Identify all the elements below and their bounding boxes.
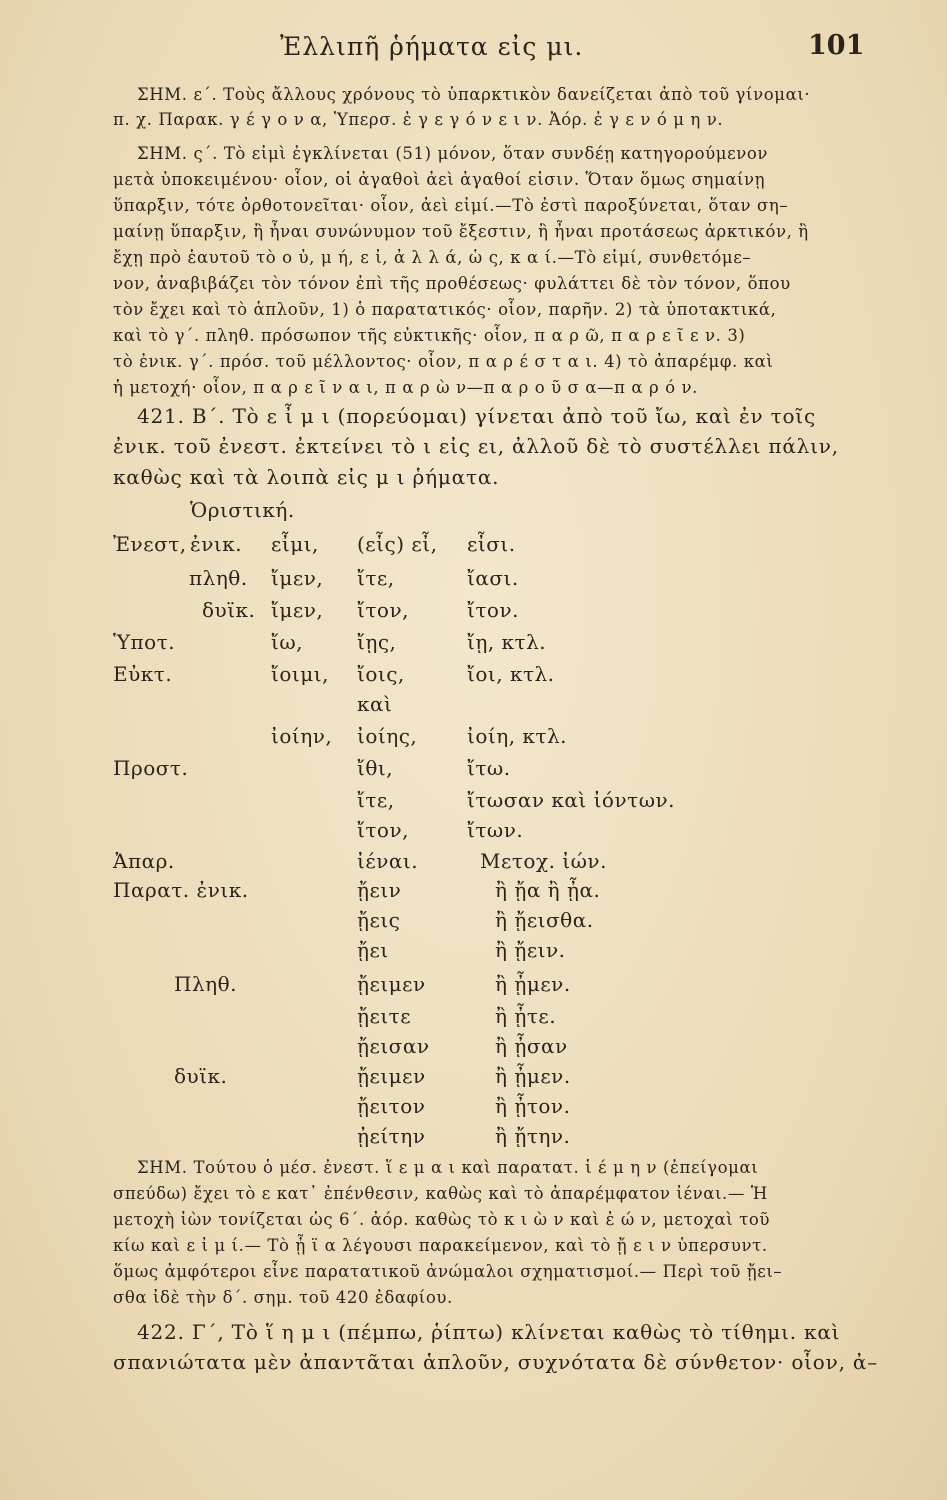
text-line: μαίνῃ ὕπαρξιν, ἢ ἦναι συνώνυμον τοῦ ἔξεστιν, ἢ ἦναι προτάσεως ἀρκτικόν, ἢ: [113, 222, 809, 241]
table-cell: ᾐείτην: [357, 1124, 426, 1148]
table-cell: ἢ ᾖτε.: [495, 1004, 557, 1028]
table-cell: ᾔεις: [357, 908, 401, 932]
table-cell: καὶ: [357, 692, 393, 716]
text-line: μετοχὴ ἰὼν τονίζεται ὡς 6΄. ἀόρ. καθὼς τὸ κ ι ὼ ν καὶ ἐ ώ ν, μετοχαὶ τοῦ: [113, 1210, 770, 1229]
table-cell: ᾔειμεν: [357, 972, 426, 996]
text-line: κίω καὶ ε ἰ μ ί.— Τὸ ᾖ ϊ α λέγουσι παρακείμενον, καὶ τὸ ᾔ ε ι ν ὑπερσυντ.: [113, 1236, 768, 1255]
paragraph-first-line: 422. Γ΄, Τὸ ἵ η μ ι (πέμπω, ῥίπτω) κλίνεται καθὼς τὸ τίθημι. καὶ: [137, 1320, 841, 1344]
text-line: ἡ μετοχή· οἷον, π α ρ ε ῖ ν α ι, π α ρ ὼ ν—π α ρ ο ῦ σ α—π α ρ ό ν.: [113, 378, 698, 397]
table-cell: (εἷς) εἶ,: [357, 532, 438, 556]
table-cell: ἴῃ, κτλ.: [467, 630, 547, 654]
text-line: ΣΗΜ. ς΄. Τὸ εἰμὶ ἐγκλίνεται (51) μόνον, ὅταν συνδέῃ κατηγορούμενον: [137, 144, 769, 163]
table-cell: Παρατ. ἐνικ.: [113, 878, 249, 902]
table-cell: ἴτε,: [357, 788, 395, 812]
table-cell: ἴτωσαν καὶ ἰόντων.: [467, 788, 676, 812]
text-line: τὸν ἔχει καὶ τὸ ἁπλοῦν, 1) ὁ παρατατικός· οἷον, παρῆν. 2) τὰ ὑποτακτικά,: [113, 300, 777, 319]
table-cell: εἶμι,: [271, 532, 319, 556]
table-cell: δυϊκ.: [174, 1064, 228, 1088]
table-cell: ἴθι,: [357, 756, 394, 780]
text-line: μετὰ ὑποκειμένου· οἷον, οἱ ἀγαθοὶ ἀεὶ ἀγαθοί εἰσιν. Ὅταν ὅμως σημαίνῃ: [113, 170, 766, 189]
text-line: καθὼς καὶ τὰ λοιπὰ εἰς μ ι ῥήματα.: [113, 465, 500, 489]
table-cell: πληθ.: [189, 566, 248, 590]
table-cell: ἴοιμι,: [271, 662, 329, 686]
table-cell: Εὐκτ.: [113, 662, 173, 686]
text-line: π. χ. Παρακ. γ έ γ ο ν α, Ὑπερσ. ἐ γ ε γ ό ν ε ι ν. Ἀόρ. ἐ γ ε ν ό μ η ν.: [113, 110, 724, 129]
table-cell: ᾔει: [357, 938, 389, 962]
table-cell: ἰέναι.: [357, 849, 419, 873]
table-cell: ἴμεν,: [271, 566, 324, 590]
table-cell: ἢ ᾖμεν.: [495, 1064, 571, 1088]
text-line: ἐνικ. τοῦ ἐνεστ. ἐκτείνει τὸ ι εἰς ει, ἀλλοῦ δὲ τὸ συστέλλει πάλιν,: [113, 434, 839, 458]
table-cell: ἴτε,: [357, 566, 395, 590]
table-cell: ἴω,: [271, 630, 304, 654]
table-cell: Ἀπαρ.: [113, 849, 175, 873]
table-cell: ἴτον.: [467, 598, 519, 622]
table-cell: ἴῃς,: [357, 630, 397, 654]
text-line: ΣΗΜ. Τούτου ὁ μέσ. ἐνεστ. ἵ ε μ α ι καὶ παρατατ. ἱ έ μ η ν (ἐπείγομαι: [137, 1158, 759, 1177]
table-cell: ἰοίη, κτλ.: [467, 724, 568, 748]
table-cell: ἴμεν,: [271, 598, 324, 622]
table-cell: ἐνικ.: [190, 532, 243, 556]
table-cell: ἢ ᾔτην.: [495, 1124, 571, 1148]
table-cell: ᾔεισαν: [357, 1034, 430, 1058]
table-cell: ἢ ᾖσαν: [495, 1034, 568, 1058]
paragraph-first-line: 421. Β΄. Τὸ ε ἶ μ ι (πορεύομαι) γίνεται ἀπὸ τοῦ ἴω, καὶ ἐν τοῖς: [137, 404, 816, 428]
table-cell: ἢ ᾔειν.: [495, 938, 566, 962]
table-cell: ἴοις,: [357, 662, 405, 686]
table-cell: Μετοχ. ἰών.: [480, 849, 607, 873]
table-cell: ἢ ᾔα ἢ ᾖα.: [495, 878, 601, 902]
table-cell: Πληθ.: [174, 972, 237, 996]
page-number: 101: [808, 30, 865, 61]
table-cell: Ὑποτ.: [113, 630, 176, 654]
table-cell: δυϊκ.: [202, 598, 256, 622]
text-line: ὕπαρξιν, τότε ὀρθοτονεῖται· οἷον, ἀεὶ εἰμί.—Τὸ ἐστὶ παροξύνεται, ὅταν ση–: [113, 196, 789, 215]
text-line: ὅμως ἀμφότεροι εἶνε παρατατικοῦ ἀνώμαλοι σχηματισμοί.— Περὶ τοῦ ᾔει–: [113, 1262, 783, 1281]
table-cell: ἢ ᾖμεν.: [495, 972, 571, 996]
table-cell: ᾔειν: [357, 878, 402, 902]
text-line: νον, ἀναβιβάζει τὸν τόνον ἐπὶ τῆς προθέσεως· φυλάττει δὲ τὸν τόνον, ὅπου: [113, 274, 791, 293]
table-cell: ἢ ᾖτον.: [495, 1094, 571, 1118]
table-cell: ἢ ᾔεισθα.: [495, 908, 594, 932]
text-line: τὸ ἐνικ. γ΄. πρόσ. τοῦ μέλλοντος· οἷον, π α ρ έ σ τ α ι. 4) τὸ ἀπαρέμφ. καὶ: [113, 352, 774, 371]
text-line: σπεύδω) ἔχει τὸ ε κατ᾽ ἐπένθεσιν, καθὼς καὶ τὸ ἀπαρέμφατον ἰέναι.— Ἡ: [113, 1184, 768, 1203]
table-cell: ἴτον,: [357, 818, 409, 842]
text-line: σθα ἰδὲ τὴν δ΄. σημ. τοῦ 420 ἐδαφίου.: [113, 1288, 453, 1307]
table-cell: εἶσι.: [467, 532, 516, 556]
table-cell: ἴτων.: [467, 818, 524, 842]
text-line: ἔχῃ πρὸ ἑαυτοῦ τὸ ο ὐ, μ ή, ε ἰ, ἀ λ λ ά, ὡ ς, κ α ί.—Τὸ εἰμί, συνθετόμε–: [113, 248, 752, 267]
table-heading: Ὁριστική.: [190, 498, 295, 522]
text-line: ΣΗΜ. ε΄. Τοὺς ἄλλους χρόνους τὸ ὑπαρκτικὸν δανείζεται ἀπὸ τοῦ γίνομαι·: [137, 85, 811, 104]
running-title: Ἐλλιπῆ ῥήματα εἰς μι.: [280, 32, 584, 61]
table-cell: ᾔειτον: [357, 1094, 426, 1118]
table-cell: ἰοίην,: [271, 724, 333, 748]
page-header: [0, 30, 947, 70]
table-cell: ἰοίης,: [357, 724, 418, 748]
table-cell: ἴτω.: [467, 756, 511, 780]
table-cell: Προστ.: [113, 756, 189, 780]
table-cell: ἴτον,: [357, 598, 409, 622]
table-cell: ἴοι, κτλ.: [467, 662, 555, 686]
text-line: καὶ τὸ γ΄. πληθ. πρόσωπον τῆς εὐκτικῆς· οἷον, π α ρ ῶ, π α ρ ε ῖ ε ν. 3): [113, 326, 746, 345]
table-cell: ᾔειτε: [357, 1004, 412, 1028]
table-cell: ἴασι.: [467, 566, 519, 590]
text-line: σπανιώτατα μὲν ἀπαντᾶται ἁπλοῦν, συχνότατα δὲ σύνθετον· οἷον, ἀ–: [113, 1350, 879, 1374]
table-cell: Ἐνεστ,: [113, 532, 187, 556]
table-cell: ᾔειμεν: [357, 1064, 426, 1088]
